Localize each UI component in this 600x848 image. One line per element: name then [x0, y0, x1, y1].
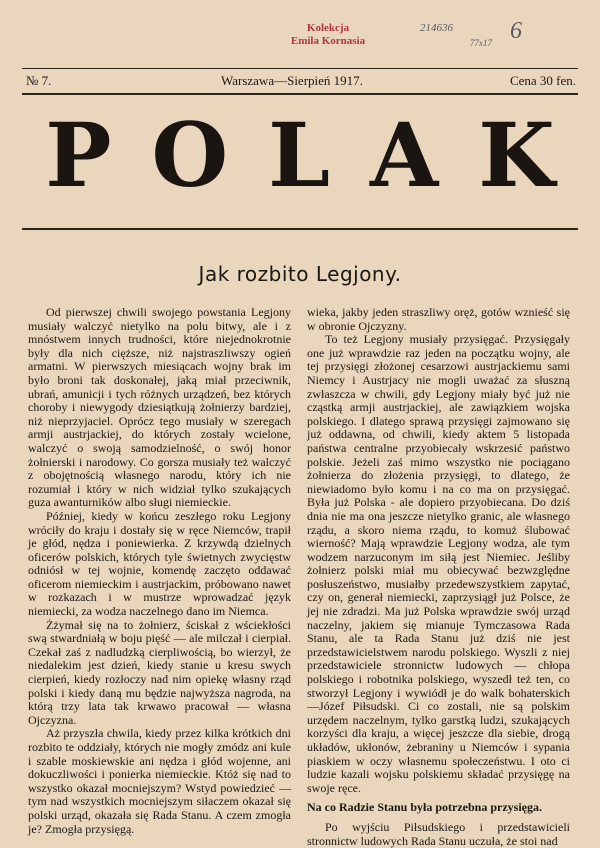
left-paragraph-2: Później, kiedy w końcu zeszłego roku Legjony wróciły do kraju i dostały się w ręce Niemców, trapił je głód, nędza i poniewierka. Z krzywdą dzielnych oficerów polskich, których tyle świetnych zwycięstw odniósł w tej wojnie, komendę zaczęto oddawać oficerom niemieckim i austrjackim, próbowano nawet w rozkazach i w mustrze wprowadzać język niemiecki, za wodza naczelnego dano im Niemca.	[28, 508, 291, 619]
right-paragraph-2: Po wyjściu Piłsudskiego i przedstawicieli stronnictw ludowych Rada Stanu uczuła, że stoi nad	[307, 819, 570, 848]
left-paragraph-4: Aż przyszła chwila, kiedy przez kilka krótkich dni rozbito te oddziały, których nie mogły zmódz ani kule i szable moskiewskie ani nędza i głód wojenne, ani dokuczliwości i ponierka niemieckie. Któż się nad to wszystko okazał mocniejszym? Wstyd powiedzieć — tym nad wszystkich mocniejszym siłaczem okazał się polski urząd, okazała się Rada Stanu. A czem zmogła je? Zmogła przysięgą.	[28, 726, 291, 836]
pencil-note-2: 77x17	[470, 38, 492, 48]
masthead-info	[26, 73, 576, 89]
pencil-note-3: 6	[510, 18, 522, 44]
left-paragraph-3: Żżymał się na to żołnierz, ściskał z wściekłości swą stwardniałą w boju pięść — ale milczał i cierpiał. Czekał zaś z nadludzką cierpliwością, bo wierzył, że niedalekim jest dzień, kiedy stanie u kresu swych cierpień, kiedy rozłoczy nad nim opiekę własny rząd polski i kiedy daną mu będzie najwyższa nagroda, na którą trzy lata tak krwawo pracował — własna Ojczyzna.	[28, 617, 291, 727]
title-rule	[22, 228, 578, 230]
section-subheading: Na co Radzie Stanu była potrzebna przysięga.	[307, 800, 542, 815]
top-rule	[22, 68, 578, 69]
right-lead-text: wieka, jakby jeden straszliwy oręż, gotów wznieść się w obronie Ojczyzny.	[307, 305, 570, 333]
pencil-note-1: 214636	[420, 22, 453, 34]
stamp-line-2: Emila Kornasia	[290, 35, 366, 47]
price: Cena 30 fen.	[509, 73, 576, 88]
place-date: Warszawa—Sierpień 1917.	[221, 73, 363, 88]
article-headline: Jak rozbito Legjony.	[198, 262, 402, 286]
right-paragraph-1: To też Legjony musiały przysięgać. Przysięgały one już wprawdzie raz jeden na początku wojny, ale tej przysięgi złożonej cesarzowi austrjackiemu sami Niemcy i Austrjacy nie mogli uważać za słuszną zwłaszcza w chwili, gdy Legjony miały być już nie cząstką armji austrjackiej, ale zawiązkiem wojska polskiego. I dlatego sprawą przysięgi zajmowano się już oddawna, od chwili, kiedy aktem 5 listopada państwa centralne przyobiecały wskrzesić państwo polskie. Jeżeli zaś mimo wszystko nie pociągano żołnierza do złożenia przysięgi, to dlatego, że niewiadomo było komu i na co ma on przysięgać. Była już Polska - ale dopiero przyobiecana. Do dziś dnia nie ma ona jeszcze nietylko granic, ale własnego rządu, a skoro niema rządu, to komuż ślubować wierność? Mają wprawdzie Legjony wodza, ale tym wodzem narzuconym im siłą jest Niemiec. Jeśliby żołnierz polski miał mu obiecywać bezwzględne posłuszeństwo, musiałby przedewszystkiem zapytać, czy on, generał niemiecki, zaprzysiągł już Polsce, że jej nie zdradzi. Ma już Polska wprawdzie swój urząd naczelny, jakiem się mianuje Tymczasowa Rada Stanu, ale ta Rada Stanu już dziś nie jest przedstawicielstwem narodu polskiego. Wyszli z niej przedstawiciele stronnictw ludowych — chłopa polskiego i robotnika polskiego, wyszedł też ten, co stworzył Legjony i wywiódł je do walk bohaterskich—Józef Piłsudski. Ci co zostali, nie są polskim urzędem naczelnym, tylko garstką ludzi, szukających korzyści dla kraju, a więcej jeszcze dla siebie, drogą układów, ukłonów, żebraniny u Niemców i sypania piaskiem w oczy własnemu społeczeństwu. I oto ci ludzie kazali wojsku polskiemu składać przysięgę na swoje ręce.	[307, 332, 570, 795]
masthead-rule	[22, 93, 578, 95]
newspaper-title: POLAK	[45, 103, 595, 207]
issue-number: № 7.	[26, 73, 52, 88]
right-column	[307, 306, 570, 848]
left-column	[28, 306, 291, 836]
pencil-annotations	[410, 18, 580, 58]
collection-stamp	[268, 22, 388, 48]
stamp-line-1: Kolekcja	[306, 22, 350, 34]
left-paragraph-1: Od pierwszej chwili swojego powstania Legjony musiały walczyć nietylko na polu bitwy, ale i z mnóstwem innych trudności, które niejednokrotnie były dla nich cięższe, niż najstraszliwszy ogień armatni. W pierwszych miesiącach wojny brak im było broni tak doskonałej, jaką miał przeciwnik, ubrań, amunicji i tych różnych urządzeń, bez których choroby i niewygody dziesiątkują żołnierzy bardziej, niż nieprzyjaciel. Oprócz tego musiały w szeregach armji austrjackiej, do których zostały wcielone, walczyć o swoją samodzielność, o swój honor żołnierski i narodowy. Co gorsza musiały też walczyć z obojętnością własnego narodu, który ich nie rozumiał i który w nich widział tylko szukających guza awanturników albo sługi niemieckie.	[28, 305, 291, 510]
